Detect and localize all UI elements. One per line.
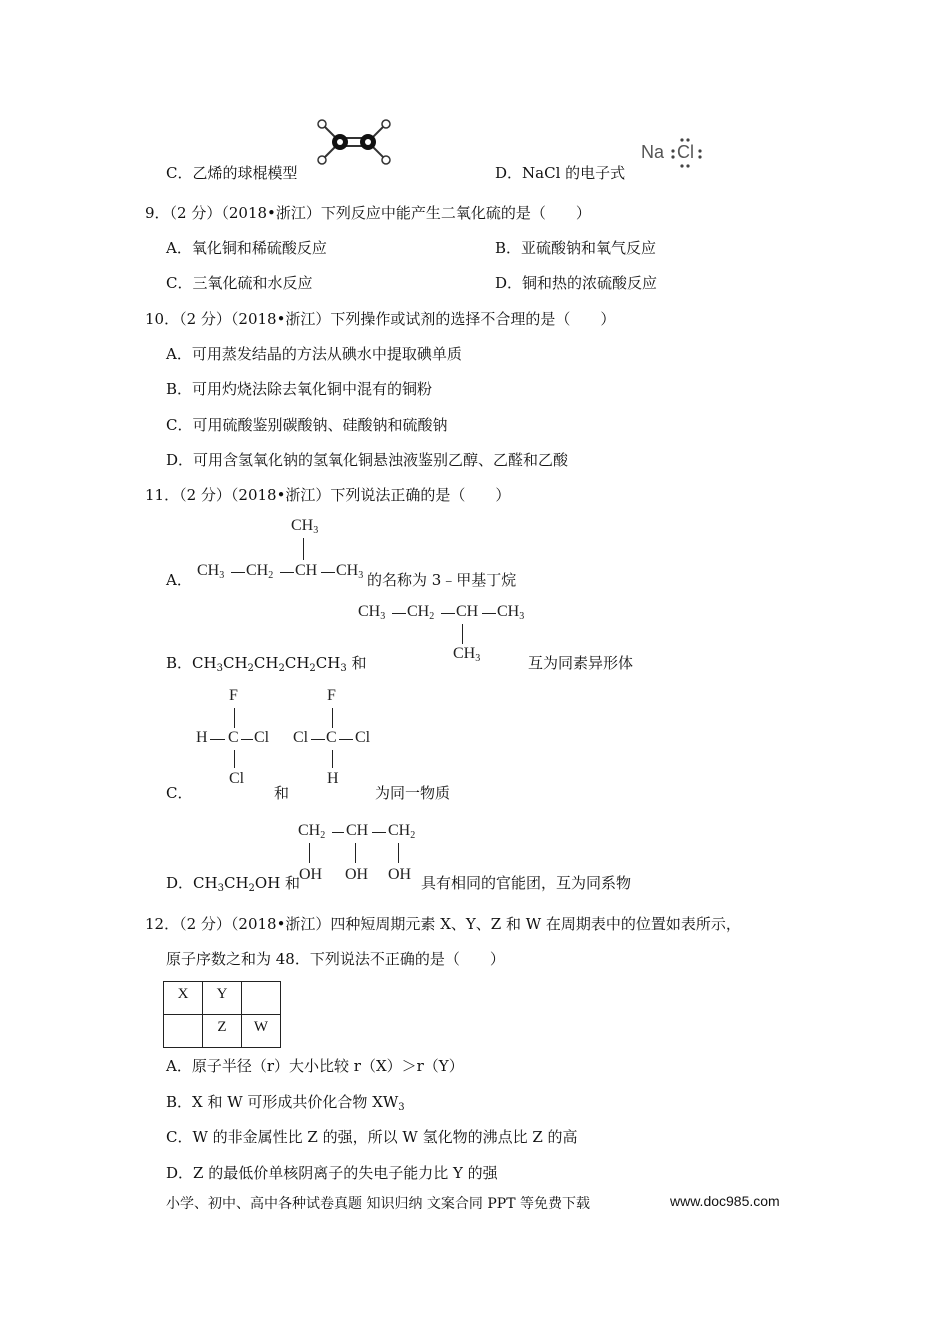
ch3-left: CH [197, 562, 220, 579]
q12-stem-line1: 12．（2 分）（2018•浙江）四种短周期元素 X、Y、Z 和 W 在周期表中的位置如表所示， [145, 915, 741, 933]
footer-url[interactable]: www.doc985.com [670, 1193, 780, 1209]
d-ch3: D．CH [166, 874, 218, 892]
ethylene-ball-stick-model [312, 118, 394, 166]
g-oh-3: OH [388, 866, 412, 883]
q11-a-label: A． [166, 571, 192, 589]
g-ch: CH [346, 822, 369, 839]
table-cell [242, 982, 281, 1015]
q10-stem: 10．（2 分）（2018•浙江）下列操作或试剂的选择不合理的是（ ） [145, 310, 616, 328]
b2-ch: CH [456, 603, 479, 620]
b2-ch3-right: CH [497, 603, 520, 620]
c2-c: C [326, 729, 337, 746]
q9-option-c: C．三氧化硫和水反应 [166, 274, 313, 292]
ch3-right: CH [336, 562, 359, 579]
c2-f: F [327, 687, 336, 704]
b-ch3-start: B．CH [166, 654, 217, 672]
q10-option-b: B．可用灼烧法除去氧化铜中混有的铜粉 [166, 380, 433, 398]
q12-b-text: B．X 和 W 可形成共价化合物 XW [166, 1093, 399, 1111]
c1-f: F [229, 687, 238, 704]
c2-h: H [327, 770, 339, 787]
q11-b-text: 互为同素异形体 [528, 654, 634, 672]
b2-ch3-bottom: CH [453, 645, 476, 662]
b-ch2-3: CH [284, 654, 310, 672]
table-cell: Z [203, 1015, 242, 1048]
table-row [164, 982, 281, 1015]
q11-a-text: 的名称为 3﹣甲基丁烷 [367, 571, 517, 589]
table-cell: Y [203, 982, 242, 1015]
q11-d-label: D．$CH_3CH_2OH$ 和 [166, 874, 301, 894]
table-cell [164, 1015, 203, 1048]
g-oh-1: OH [299, 866, 323, 883]
ch-center: CH [295, 562, 318, 579]
c1-cl-right: Cl [254, 729, 270, 746]
q9-option-b: B．亚硫酸钠和氧气反应 [495, 239, 657, 257]
electron-dots-icon [669, 138, 709, 168]
ch3-top: CH [291, 517, 314, 534]
q11-b-label: B．$CH_3CH_2CH_2CH_2CH_3$ 和 [166, 654, 367, 674]
c1-c: C [228, 729, 239, 746]
c2-cl-right: Cl [355, 729, 371, 746]
q11-c-label: C． [166, 784, 193, 802]
q10-option-c: C．可用硫酸鉴别碳酸钠、硅酸钠和硫酸钠 [166, 416, 448, 434]
b-ch2-1: CH [222, 654, 248, 672]
q11-d-text: 具有相同的官能团，互为同系物 [421, 874, 632, 892]
q12-b-subscript: 3 [398, 1102, 405, 1113]
q12-option-a: A．原子半径（r）大小比较 r（X）＞r（Y） [166, 1057, 464, 1075]
b2-ch3-left: CH [358, 603, 381, 620]
nacl-electron-formula [641, 138, 707, 168]
table-cell: W [242, 1015, 281, 1048]
q9-stem: 9．（2 分）（2018•浙江）下列反应中能产生二氧化硫的是（ ） [145, 204, 591, 222]
b-and: 和 [351, 654, 367, 672]
q12-option-d: D．Z 的最低价单核阴离子的失电子能力比 Y 的强 [166, 1164, 498, 1182]
d-oh-and: OH 和 [254, 874, 301, 892]
periodic-table-fragment [163, 981, 281, 1048]
q12-option-b [166, 1093, 405, 1117]
q11-c-text: 为同一物质 [375, 784, 451, 802]
na-symbol: Na [641, 142, 665, 162]
g-ch2-left: CH [298, 822, 321, 839]
ch2: CH [246, 562, 269, 579]
b-ch3-end: CH [315, 654, 341, 672]
c2-cl-left: Cl [293, 729, 309, 746]
q12-stem-line2: 原子序数之和为 48．下列说法不正确的是（ ） [166, 950, 505, 968]
b-ch2-2: CH [253, 654, 279, 672]
c1-cl-bottom: Cl [229, 770, 245, 787]
q9-option-d: D．铜和热的浓硫酸反应 [495, 274, 658, 292]
q10-option-a: A．可用蒸发结晶的方法从碘水中提取碘单质 [166, 345, 462, 363]
cl-symbol: Cl [677, 142, 694, 162]
b2-ch2: CH [407, 603, 430, 620]
q11-c-and: 和 [274, 784, 290, 802]
g-ch2-right: CH [388, 822, 411, 839]
g-oh-2: OH [345, 866, 369, 883]
q10-option-d: D．可用含氢氧化钠的氢氧化铜悬浊液鉴别乙醇、乙醛和乙酸 [166, 451, 569, 469]
q9-option-a: A．氧化铜和稀硫酸反应 [166, 239, 327, 257]
q8-option-d: D．NaCl 的电子式 [495, 164, 626, 182]
q12-option-c: C．W 的非金属性比 Z 的强，所以 W 氢化物的沸点比 Z 的高 [166, 1128, 578, 1146]
c1-h: H [196, 729, 208, 746]
footer-text: 小学、初中、高中各种试卷真题 知识归纳 文案合同 PPT 等免费下载 [166, 1196, 590, 1212]
q8-option-c: C．乙烯的球棍模型 [166, 164, 298, 182]
table-cell: X [164, 982, 203, 1015]
d-ch2: CH [223, 874, 249, 892]
table-row [164, 1015, 281, 1048]
q11-stem: 11．（2 分）（2018•浙江）下列说法正确的是（ ） [145, 486, 511, 504]
